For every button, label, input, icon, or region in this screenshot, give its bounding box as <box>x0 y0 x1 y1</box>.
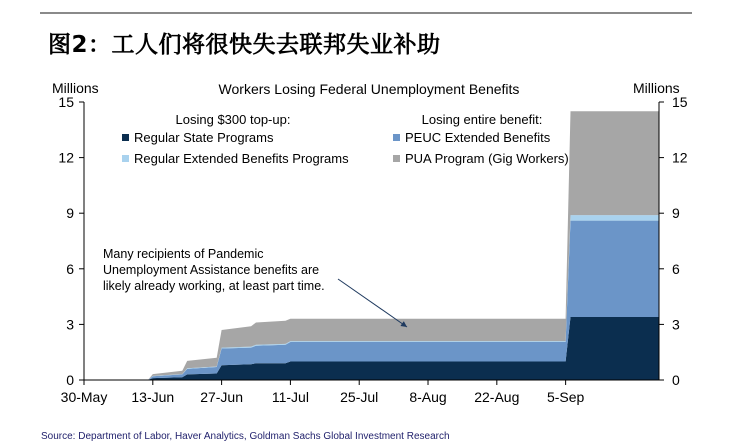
x-tick-label: 5-Sep <box>546 389 585 405</box>
chart-title: Workers Losing Federal Unemployment Benefits <box>218 81 520 97</box>
x-tick-label: 30-May <box>60 389 108 405</box>
y-tick-label-left: 6 <box>66 260 74 277</box>
y-unit-right: Millions <box>633 80 680 96</box>
y-tick-label-left: 15 <box>58 94 74 110</box>
legend-swatch <box>122 134 129 141</box>
y-tick-label-right: 6 <box>672 260 680 277</box>
figure-title: 图2：工人们将很快失去联邦失业补助 <box>48 32 441 58</box>
x-tick-label: 22-Aug <box>474 389 520 405</box>
legend-swatch <box>122 155 129 162</box>
annotation-line: Unemployment Assistance benefits are <box>103 263 320 277</box>
y-tick-label-left: 0 <box>66 372 74 388</box>
y-tick-label-right: 15 <box>672 94 688 110</box>
legend-swatch <box>393 134 400 141</box>
legend-label: Regular State Programs <box>134 130 274 145</box>
x-tick-label: 25-Jul <box>340 389 379 405</box>
x-tick-label: 27-Jun <box>200 389 244 405</box>
y-tick-label-left: 3 <box>66 316 74 333</box>
x-tick-label: 11-Jul <box>271 389 309 405</box>
x-tick-label: 13-Jun <box>131 389 175 405</box>
source-note: Source: Department of Labor, Haver Analytics, Goldman Sachs Global Investment Research <box>41 431 450 442</box>
legend-label: PEUC Extended Benefits <box>405 130 551 145</box>
annotation <box>103 247 407 327</box>
y-unit-left: Millions <box>52 80 99 96</box>
annotation-line: Many recipients of Pandemic <box>103 247 264 261</box>
y-tick-label-left: 12 <box>58 149 74 166</box>
annotation-line: likely already working, at least part time. <box>103 279 325 293</box>
legend <box>122 112 569 166</box>
y-tick-label-right: 3 <box>672 316 680 333</box>
legend-header-right: Losing entire benefit: <box>421 112 543 127</box>
y-tick-label-right: 9 <box>672 205 680 222</box>
legend-label: PUA Program (Gig Workers) <box>405 151 569 166</box>
y-tick-label-right: 0 <box>672 372 680 388</box>
y-tick-label-left: 9 <box>66 205 74 222</box>
legend-label: Regular Extended Benefits Programs <box>134 151 349 166</box>
legend-swatch <box>393 155 400 162</box>
legend-header-left: Losing $300 top-up: <box>175 112 291 127</box>
y-tick-label-right: 12 <box>672 149 688 166</box>
x-tick-label: 8-Aug <box>409 389 447 405</box>
